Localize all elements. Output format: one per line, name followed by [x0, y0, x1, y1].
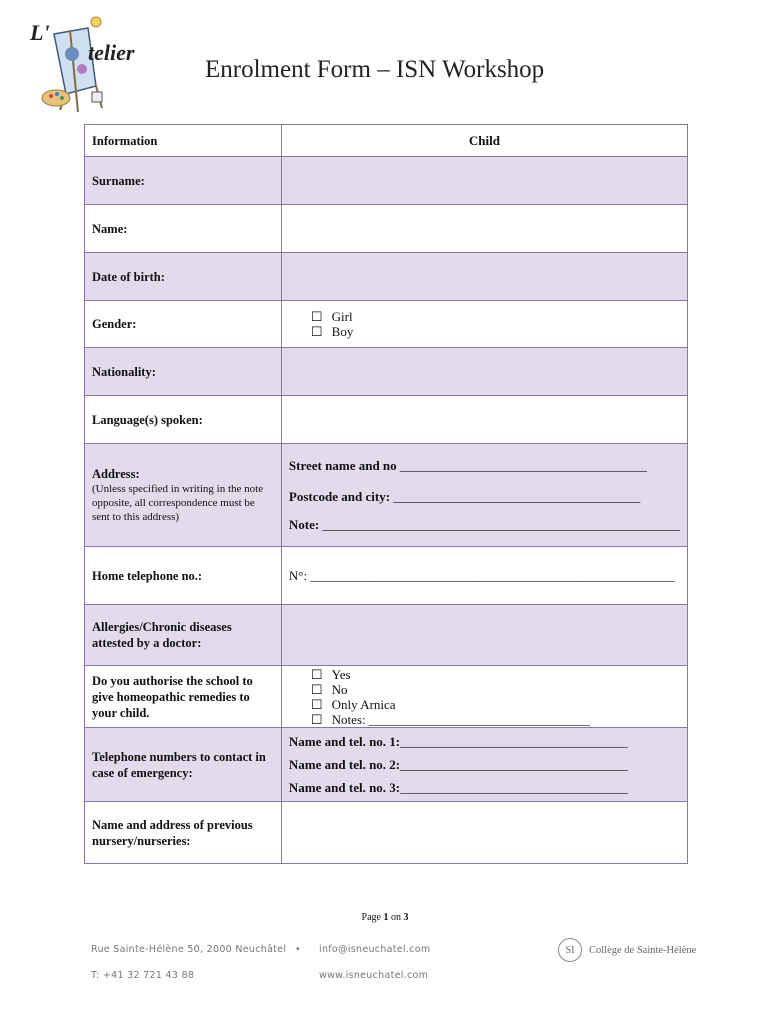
emergency-3-label: Name and tel. no. 3: — [288, 779, 401, 795]
row-nursery — [85, 802, 688, 864]
option-notes-label: Notes: — [331, 711, 366, 727]
option-boy-label: Boy — [331, 324, 354, 339]
label-surname: Surname: — [85, 157, 282, 205]
checkbox-icon: ☐ — [310, 324, 323, 339]
input-languages[interactable] — [281, 396, 687, 444]
row-gender — [85, 301, 688, 348]
option-yes-label: Yes — [331, 666, 351, 682]
label-address: Address: — [92, 467, 140, 481]
option-only-arnica-label: Only Arnica — [331, 696, 396, 712]
row-allergies — [85, 605, 688, 666]
row-homeopathic — [85, 666, 688, 728]
street-label: Street name and no — [288, 457, 397, 473]
note-label: Note: — [288, 516, 320, 532]
checkbox-yes[interactable] — [289, 667, 680, 682]
footer-email[interactable]: info@isneuchatel.com — [319, 944, 431, 955]
row-dob — [85, 253, 688, 301]
option-girl-label: Girl — [331, 309, 353, 324]
row-languages — [85, 396, 688, 444]
row-address — [85, 444, 688, 547]
label-home-tel: Home telephone no.: — [85, 547, 282, 605]
homeopathic-options — [281, 666, 687, 728]
postcode-label: Postcode and city: — [288, 488, 391, 504]
header-child: Child — [281, 125, 687, 157]
home-tel-prefix: N°: — [288, 567, 308, 583]
input-allergies[interactable] — [281, 605, 687, 666]
college-brand — [558, 938, 696, 962]
checkbox-boy[interactable] — [289, 324, 680, 339]
page-current: 1 — [383, 912, 389, 923]
table-header-row — [85, 125, 688, 157]
field-emergency-2[interactable]: Name and tel. no. 2:___________________________________ — [288, 756, 628, 772]
header-information: Information — [85, 125, 282, 157]
label-homeopathic: Do you authorise the school to give homeopathic remedies to your child. — [85, 666, 282, 728]
gender-options — [281, 301, 687, 348]
input-surname[interactable] — [281, 157, 687, 205]
field-home-tel[interactable]: N°: ________________________________________________________ — [281, 547, 687, 605]
emergency-2-label: Name and tel. no. 2: — [288, 756, 401, 772]
address-fields — [281, 444, 687, 547]
label-nationality: Nationality: — [85, 348, 282, 396]
label-name: Name: — [85, 205, 282, 253]
college-name: Collège de Sainte-Hélène — [589, 944, 697, 956]
label-gender: Gender: — [85, 301, 282, 348]
checkbox-icon: ☐ — [310, 696, 323, 712]
footer-address: Rue Sainte-Hélène 50, 2000 Neuchâtel — [91, 944, 287, 955]
page-total: 3 — [403, 912, 409, 923]
footer-bullet: • — [295, 944, 301, 955]
footer-phone: T: +41 32 721 43 88 — [91, 970, 195, 981]
row-nationality — [85, 348, 688, 396]
field-emergency-1[interactable]: Name and tel. no. 1:___________________________________ — [288, 733, 628, 749]
label-emergency: Telephone numbers to contact in case of emergency: — [85, 728, 282, 802]
college-logo-icon: SI — [558, 938, 582, 962]
checkbox-icon: ☐ — [310, 711, 323, 727]
label-languages: Language(s) spoken: — [85, 396, 282, 444]
page-sep: on — [390, 912, 401, 923]
label-nursery: Name and address of previous nursery/nurseries: — [85, 802, 282, 864]
emergency-fields — [281, 728, 687, 802]
address-label-cell — [85, 444, 282, 547]
emergency-1-label: Name and tel. no. 1: — [288, 733, 401, 749]
atelier-logo — [26, 14, 166, 114]
checkbox-girl[interactable] — [289, 309, 680, 324]
label-dob: Date of birth: — [85, 253, 282, 301]
field-note[interactable]: Note: _______________________________________________________ — [288, 516, 680, 532]
address-note: (Unless specified in writing in the note opposite, all correspondence must be sent to this address) — [92, 483, 264, 523]
svg-text:telier: telier — [88, 40, 135, 65]
checkbox-icon: ☐ — [310, 666, 323, 682]
option-no-label: No — [331, 681, 348, 697]
enrolment-table — [84, 124, 688, 864]
input-dob[interactable] — [281, 253, 687, 301]
field-street[interactable]: Street name and no ______________________________________ — [288, 457, 647, 473]
input-nursery[interactable] — [281, 802, 687, 864]
row-surname — [85, 157, 688, 205]
row-emergency — [85, 728, 688, 802]
checkbox-notes[interactable]: ☐ Notes: __________________________________ — [310, 711, 590, 727]
page-number — [0, 912, 770, 923]
input-nationality[interactable] — [281, 348, 687, 396]
page-prefix: Page — [361, 912, 381, 923]
page-title: Enrolment Form – ISN Workshop — [205, 56, 545, 83]
svg-text:L': L' — [30, 20, 50, 45]
checkbox-no[interactable] — [289, 682, 680, 697]
row-home-tel — [85, 547, 688, 605]
row-name — [85, 205, 688, 253]
label-allergies: Allergies/Chronic diseases attested by a doctor: — [85, 605, 282, 666]
input-name[interactable] — [281, 205, 687, 253]
field-emergency-3[interactable]: Name and tel. no. 3:___________________________________ — [288, 779, 628, 795]
field-postcode[interactable]: Postcode and city: ______________________________________ — [288, 488, 641, 504]
checkbox-icon: ☐ — [310, 309, 323, 324]
footer-website[interactable]: www.isneuchatel.com — [319, 970, 429, 981]
atelier-logo-image — [26, 14, 166, 114]
checkbox-only-arnica[interactable] — [289, 697, 680, 712]
checkbox-icon: ☐ — [310, 681, 323, 697]
